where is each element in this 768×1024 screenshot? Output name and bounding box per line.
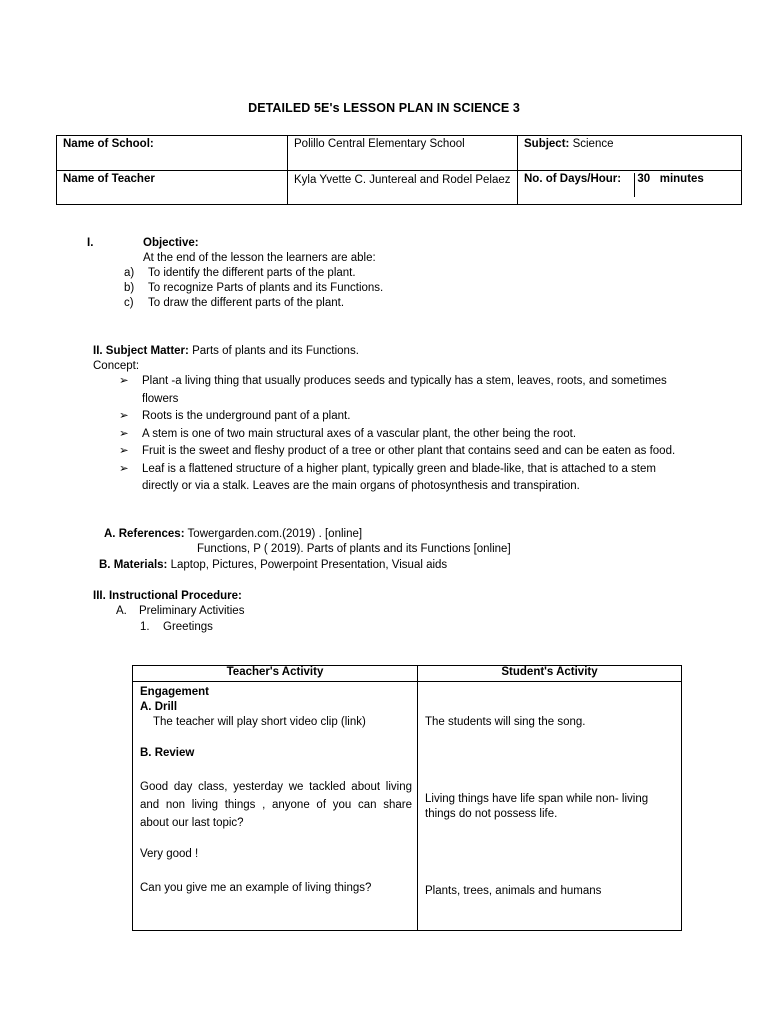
arrow-bullet-icon: ➢ xyxy=(119,427,129,440)
objective-item-c: To draw the different parts of the plant. xyxy=(148,297,345,309)
objective-heading: Objective: xyxy=(143,237,199,249)
concept-text: Leaf is a flattened structure of a higher plant, typically green and blade-like, that is attached to a stem directly or via a stalk. Leaves are the main organs of photosynthesis and transpiration. xyxy=(142,462,656,492)
objective-item-c-marker: c) xyxy=(124,297,134,309)
concept-label: Concept: xyxy=(93,360,140,372)
days-value: 30 xyxy=(637,173,651,185)
concept-bullet xyxy=(119,461,691,496)
concept-text: Fruit is the sweet and fleshy product of a tree or other plant that contains seed and can be eaten as food. xyxy=(142,445,676,457)
objective-item-b: To recognize Parts of plants and its Functions. xyxy=(148,282,384,294)
info-table xyxy=(56,135,742,205)
arrow-bullet-icon: ➢ xyxy=(119,445,129,457)
procedure-item-marker: 1. xyxy=(140,621,150,633)
objective-numeral: I. xyxy=(87,237,94,249)
objective-item-a: To identify the different parts of the plant. xyxy=(148,267,356,279)
concept-bullet xyxy=(119,443,691,461)
procedure-sub-label: Preliminary Activities xyxy=(139,605,245,617)
references-line xyxy=(104,527,362,542)
teacher-activity-header: Teacher's Activity xyxy=(133,666,418,682)
arrow-bullet-icon: ➢ xyxy=(119,410,129,422)
school-label: Name of School: xyxy=(57,136,288,171)
example-question: Can you give me an example of living things? xyxy=(140,882,372,894)
review-response: Living things have life span while non- living things do not possess life. xyxy=(425,793,649,820)
materials-line xyxy=(99,558,447,573)
days-label: No. of Days/Hour: xyxy=(524,173,622,185)
teacher-label: Name of Teacher xyxy=(57,171,288,205)
materials-label: B. Materials: xyxy=(99,559,168,571)
engagement-label: Engagement xyxy=(140,686,210,698)
objective-intro: At the end of the lesson the learners are able: xyxy=(143,252,376,264)
procedure-heading: III. Instructional Procedure: xyxy=(93,590,242,602)
references-1: Towergarden.com.(2019) . [online] xyxy=(187,528,363,540)
subject-matter-heading: II. Subject Matter: xyxy=(93,345,189,357)
drill-response: The students will sing the song. xyxy=(425,716,586,728)
subject-matter-line xyxy=(93,344,359,359)
references-label: A. References: xyxy=(104,528,185,540)
arrow-bullet-icon: ➢ xyxy=(119,375,129,387)
arrow-bullet-icon: ➢ xyxy=(119,462,129,475)
materials-value: Laptop, Pictures, Powerpoint Presentation, Visual aids xyxy=(170,559,448,571)
concept-text: A stem is one of two main structural axes of a vascular plant, the other being the root. xyxy=(142,427,577,440)
subject-label: Subject: xyxy=(524,138,570,150)
objective-item-b-marker: b) xyxy=(124,282,135,294)
very-good-text: Very good ! xyxy=(140,848,199,860)
references-2: Functions, P ( 2019). Parts of plants and its Functions [online] xyxy=(197,543,511,555)
example-response: Plants, trees, animals and humans xyxy=(425,885,602,897)
page-title: DETAILED 5E's LESSON PLAN IN SCIENCE 3 xyxy=(248,101,520,115)
teacher-activity-cell xyxy=(133,682,418,931)
school-value: Polillo Central Elementary School xyxy=(288,136,518,171)
drill-label: A. Drill xyxy=(140,701,178,713)
drill-text: The teacher will play short video clip (link) xyxy=(153,716,366,728)
review-label: B. Review xyxy=(140,747,195,759)
student-activity-header: Student's Activity xyxy=(418,666,682,682)
concept-bullet xyxy=(119,408,691,426)
teacher-value: Kyla Yvette C. Juntereal and Rodel Pelaez xyxy=(288,171,518,205)
days-cell xyxy=(518,171,742,205)
review-text: Good day class, yesterday we tackled about living and non living things , anyone of you can share about our last topic? xyxy=(140,781,412,829)
concept-bullet xyxy=(119,426,691,444)
procedure-sub-marker: A. xyxy=(116,605,127,617)
days-value-box xyxy=(634,173,703,197)
procedure-item-label: Greetings xyxy=(163,621,213,633)
concept-text: Roots is the underground pant of a plant. xyxy=(142,410,351,422)
activity-table xyxy=(132,665,682,931)
subject-matter-value: Parts of plants and its Functions. xyxy=(192,345,359,357)
concept-bullet xyxy=(119,373,691,408)
subject-value: Science xyxy=(572,138,614,150)
concept-text: Plant -a living thing that usually produces seeds and typically has a stem, leaves, roots, and sometimes flowers xyxy=(142,375,667,405)
student-activity-cell xyxy=(418,682,682,931)
subject-cell xyxy=(518,136,742,171)
objective-item-a-marker: a) xyxy=(124,267,135,279)
concept-list xyxy=(119,373,691,496)
days-unit: minutes xyxy=(659,173,704,185)
